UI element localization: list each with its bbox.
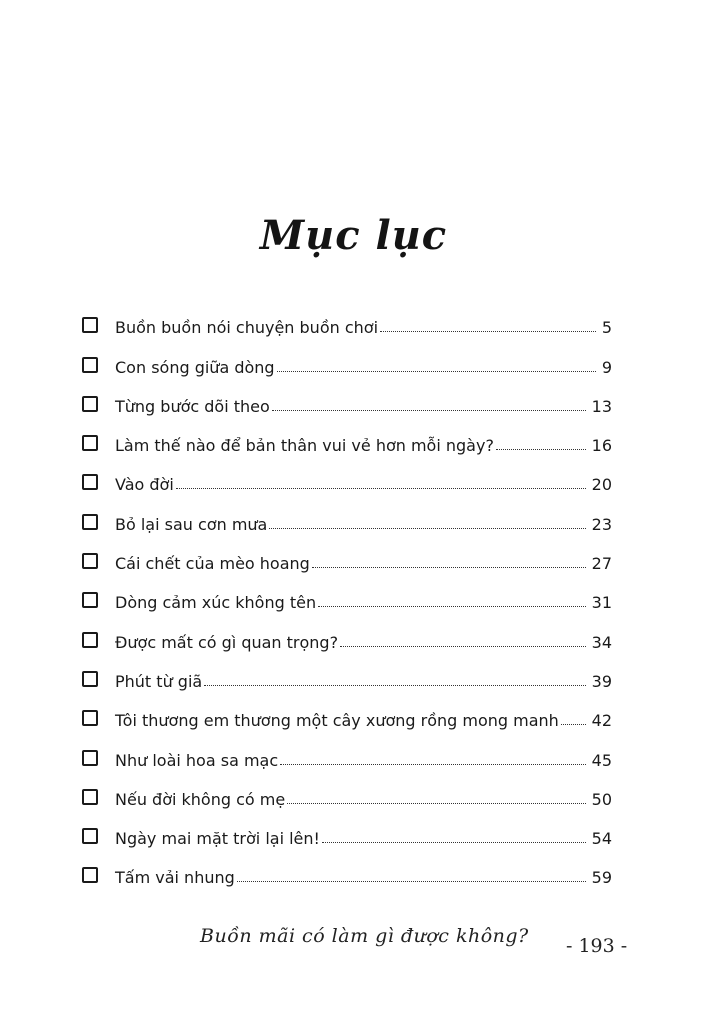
checkbox-icon (82, 867, 98, 883)
toc-entry-title: Tấm vải nhung (115, 868, 235, 888)
toc-entry[interactable] (82, 306, 612, 345)
toc-entry-page: 59 (591, 868, 612, 888)
toc-entry[interactable] (82, 345, 612, 384)
checkbox-icon (82, 710, 98, 726)
toc-entry-title: Tôi thương em thương một cây xương rồng mong manh (115, 711, 559, 731)
page-title: Mục lục (259, 212, 448, 259)
toc-entry-page: 50 (591, 789, 612, 809)
dot-leader (280, 764, 586, 765)
checkbox-icon (82, 789, 98, 805)
dot-leader (176, 488, 586, 489)
toc-entry[interactable] (82, 738, 612, 777)
toc-entry-title: Ngày mai mặt trời lại lên! (115, 829, 320, 849)
toc-entry[interactable] (82, 856, 612, 895)
dot-leader (312, 567, 586, 568)
toc-entry[interactable] (82, 817, 612, 856)
dot-leader (269, 528, 585, 529)
toc-entry-page: 54 (591, 829, 612, 849)
checkbox-icon (82, 514, 98, 530)
toc-entry-title: Cái chết của mèo hoang (115, 554, 310, 574)
toc-entry[interactable] (82, 542, 612, 581)
toc-entry-title: Bỏ lại sau cơn mưa (115, 514, 268, 534)
toc-entry-page: 45 (591, 750, 612, 770)
toc-entry[interactable] (82, 385, 612, 424)
toc-entry-title: Nếu đời không có mẹ (115, 789, 286, 809)
dot-leader (272, 410, 586, 411)
checkbox-icon (82, 357, 98, 373)
toc-entry-page: 9 (601, 357, 612, 377)
toc-entry-title: Con sóng giữa dòng (115, 357, 275, 377)
footer-book-title: Buồn mãi có làm gì được không? (200, 925, 529, 947)
toc-entry-title: Được mất có gì quan trọng? (115, 632, 339, 652)
checkbox-icon (82, 632, 98, 648)
toc-entry[interactable] (82, 463, 612, 502)
toc-entry[interactable] (82, 778, 612, 817)
toc-entry-title: Dòng cảm xúc không tên (115, 593, 317, 613)
toc-entry-page: 16 (591, 436, 612, 456)
toc-entry-page: 39 (591, 671, 612, 691)
dot-leader (322, 842, 586, 843)
toc-entry[interactable] (82, 581, 612, 620)
toc-entry-page: 31 (591, 593, 612, 613)
toc-entry-page: 20 (591, 475, 612, 495)
checkbox-icon (82, 317, 98, 333)
toc-entry[interactable] (82, 620, 612, 659)
checkbox-icon (82, 828, 98, 844)
table-of-contents (82, 306, 612, 895)
toc-entry[interactable] (82, 502, 612, 541)
toc-entry[interactable] (82, 424, 612, 463)
dot-leader (380, 331, 596, 332)
checkbox-icon (82, 592, 98, 608)
toc-entry-title: Từng bước dõi theo (115, 396, 270, 416)
dot-leader (237, 881, 586, 882)
toc-entry-page: 23 (591, 514, 612, 534)
checkbox-icon (82, 396, 98, 412)
dot-leader (340, 646, 586, 647)
toc-entry-page: 42 (591, 711, 612, 731)
toc-entry-title: Phút từ giã (115, 671, 203, 691)
toc-entry-title: Như loài hoa sa mạc (115, 750, 279, 770)
toc-entry-title: Vào đời (115, 475, 174, 495)
toc-entry-page: 5 (601, 318, 612, 338)
dot-leader (496, 449, 586, 450)
checkbox-icon (82, 474, 98, 490)
toc-entry-page: 13 (591, 396, 612, 416)
dot-leader (277, 371, 596, 372)
toc-entry-page: 34 (591, 632, 612, 652)
checkbox-icon (82, 553, 98, 569)
dot-leader (318, 606, 586, 607)
footer-page-number: - 193 - (566, 935, 628, 957)
dot-leader (561, 724, 586, 725)
toc-entry-title: Buồn buồn nói chuyện buồn chơi (115, 318, 379, 338)
dot-leader (204, 685, 585, 686)
dot-leader (287, 803, 585, 804)
checkbox-icon (82, 435, 98, 451)
toc-entry-title: Làm thế nào để bản thân vui vẻ hơn mỗi ngày? (115, 436, 494, 456)
toc-entry[interactable] (82, 699, 612, 738)
toc-entry[interactable] (82, 660, 612, 699)
checkbox-icon (82, 750, 98, 766)
checkbox-icon (82, 671, 98, 687)
toc-entry-page: 27 (591, 554, 612, 574)
